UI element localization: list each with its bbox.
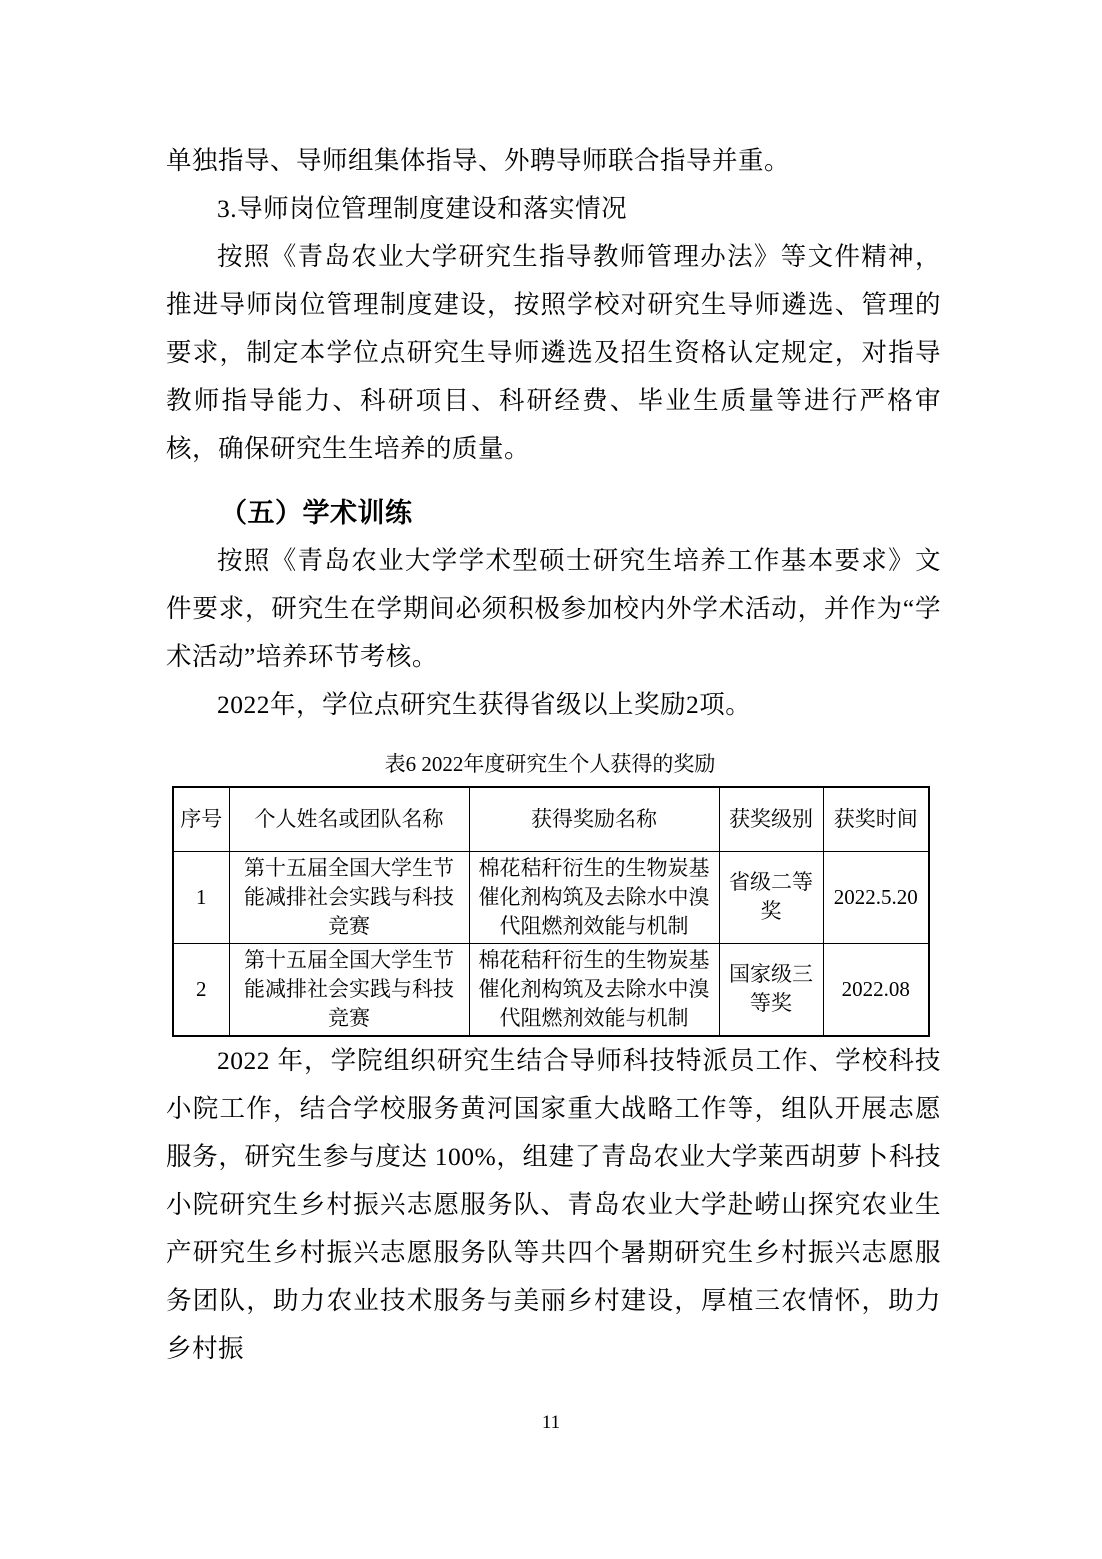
page-number: 11 (541, 1412, 561, 1433)
paragraph-academic-training: 按照《青岛农业大学学术型硕士研究生培养工作基本要求》文件要求，研究生在学期间必须积极参加校内外学术活动，并作为“学术活动”培养环节考核。 (166, 546, 941, 671)
column-header: 获奖时间 (823, 787, 929, 851)
table-row (173, 851, 929, 943)
awards-table-body (173, 851, 929, 1036)
awards-table-header-row (173, 787, 929, 851)
paragraph-awards-intro: 2022年，学位点研究生获得省级以上奖励2项。 (217, 690, 752, 719)
awards-table (172, 786, 930, 1037)
column-header: 获奖级别 (719, 787, 823, 851)
table-cell: 1 (173, 851, 229, 943)
column-header: 序号 (173, 787, 229, 851)
table-cell: 省级二等奖 (719, 851, 823, 943)
paragraph-volunteer-service: 2022 年，学院组织研究生结合导师科技特派员工作、学校科技小院工作，结合学校服务黄河国家重大战略工作等，组队开展志愿服务，研究生参与度达 100%，组建了青岛农业大学莱西胡萝卜科技小院研究生乡村振兴志愿服务队、青岛农业大学赴崂山探究农业生产研究生乡村振兴志愿服务队等共四个暑期研究生乡村振兴志愿服务团队，助力农业技术服务与美丽乡村建设，厚植三农情怀，助力乡村振 (166, 1045, 941, 1363)
table-cell: 第十五届全国大学生节能减排社会实践与科技竞赛 (229, 851, 469, 943)
column-header: 获得奖励名称 (469, 787, 719, 851)
table-caption: 表6 2022年度研究生个人获得的奖励 (384, 752, 716, 776)
table-cell: 第十五届全国大学生节能减排社会实践与科技竞赛 (229, 943, 469, 1036)
table-row (173, 943, 929, 1036)
table-cell: 2 (173, 943, 229, 1036)
table-cell: 2022.5.20 (823, 851, 929, 943)
column-header: 个人姓名或团队名称 (229, 787, 469, 851)
paragraph-supervision-modes: 单独指导、导师组集体指导、外聘导师联合指导并重。 (166, 146, 791, 175)
page-content (166, 137, 941, 1373)
paragraph-item3-title: 3.导师岗位管理制度建设和落实情况 (217, 194, 628, 223)
table-cell: 国家级三等奖 (719, 943, 823, 1036)
table-cell: 棉花秸秆衍生的生物炭基催化剂构筑及去除水中溴代阻燃剂效能与机制 (469, 943, 719, 1036)
paragraph-supervisor-management: 按照《青岛农业大学研究生指导教师管理办法》等文件精神，推进导师岗位管理制度建设，按照学校对研究生导师遴选、管理的要求，制定本学位点研究生导师遴选及招生资格认定规定，对指导教师指导能力、科研项目、科研经费、毕业生质量等进行严格审核，确保研究生生培养的质量。 (166, 242, 941, 463)
table-cell: 棉花秸秆衍生的生物炭基催化剂构筑及去除水中溴代阻燃剂效能与机制 (469, 851, 719, 943)
table-cell: 2022.08 (823, 943, 929, 1036)
section-heading-academic-training: （五）学术训练 (220, 498, 413, 528)
